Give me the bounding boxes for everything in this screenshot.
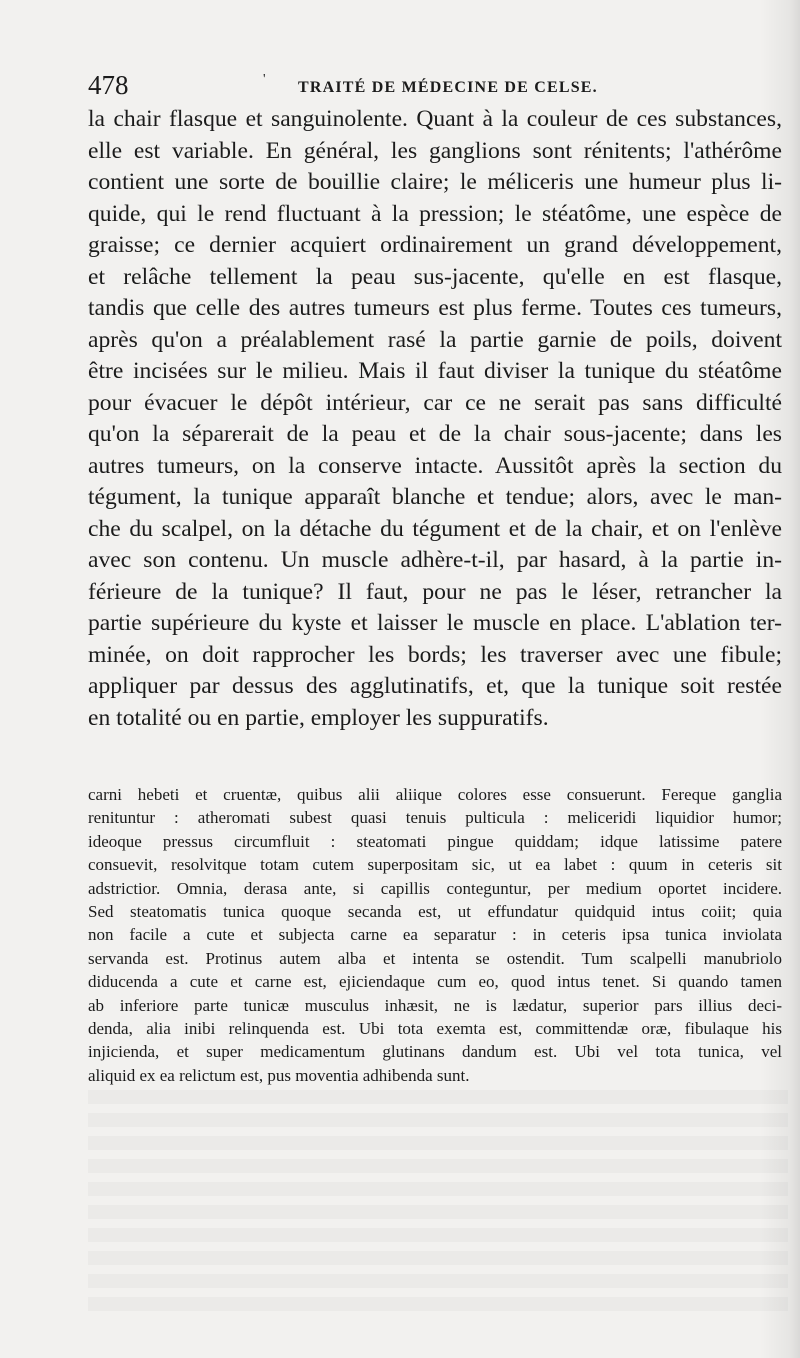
latin-line: servanda est. Protinus autem alba et intenta se ostendit. Tum scalpelli manubriolo <box>88 948 782 968</box>
french-line: et relâche tellement la peau sus-jacente, qu'elle en est flasque, <box>88 263 782 290</box>
french-translation-block <box>88 104 782 734</box>
french-line: après qu'on a préalablement rasé la partie garnie de poils, doivent <box>88 326 782 353</box>
running-head: TRAITÉ DE MÉDECINE DE CELSE. <box>298 79 598 96</box>
french-line: autres tumeurs, on la conserve intacte. Aussitôt après la section du <box>88 452 782 479</box>
french-line: contient une sorte de bouillie claire; le méliceris une humeur plus li- <box>88 169 782 195</box>
french-line: graisse; ce dernier acquiert ordinairement un grand développement, <box>88 232 782 258</box>
french-line: être incisées sur le milieu. Mais il faut diviser la tunique du stéatôme <box>88 358 782 384</box>
latin-original-block <box>88 783 782 1087</box>
latin-line: ideoque pressus circumfluit : steatomati pingue quiddam; idque latissime patere <box>88 831 782 851</box>
french-line: elle est variable. En général, les ganglions sont rénitents; l'athérôme <box>88 137 782 164</box>
header-ornament: ' <box>263 72 266 87</box>
latin-line: ab inferiore parte tunicæ musculus inhæsit, ne is lædatur, superior pars illius deci- <box>88 995 782 1015</box>
page-number: 478 <box>88 70 129 100</box>
french-line: pour évacuer le dépôt intérieur, car ce ne serait pas sans difficulté <box>88 389 782 416</box>
latin-line: renituntur : atheromati subest quasi tenuis pulticula : meliceridi liquidior humor; <box>88 808 782 828</box>
show-through-texture <box>88 1090 788 1320</box>
latin-line: carni hebeti et cruentæ, quibus alii aliique colores esse consuerunt. Fereque ganglia <box>88 785 782 804</box>
french-line: tandis que celle des autres tumeurs est plus ferme. Toutes ces tumeurs, <box>88 295 782 321</box>
latin-line: consuevit, resolvitque totam cutem superpositam sic, ut ea labet : quum in ceteris sit <box>88 855 782 875</box>
latin-line: Sed steatomatis tunica quoque secanda est, ut effundatur quidquid intus coiit; quia <box>88 902 782 922</box>
latin-line: non facile a cute et subjecta carne ea separatur : in ceteris ipsa tunica inviolata <box>88 925 782 945</box>
french-line: la chair flasque et sanguinolente. Quant à la couleur de ces substances, <box>88 106 782 132</box>
french-line: tégument, la tunique apparaît blanche et tendue; alors, avec le man- <box>88 484 782 510</box>
latin-line: diducenda a cute et carne est, ejiciendaque cum eo, quod intus tenet. Si quando tamen <box>88 972 782 992</box>
french-line: che du scalpel, on la détache du tégument et de la chair, et on l'enlève <box>88 515 782 542</box>
french-line: avec son contenu. Un muscle adhère-t-il, par hasard, à la partie in- <box>88 547 782 573</box>
french-line: minée, on doit rapprocher les bords; les traverser avec une fibule; <box>88 641 782 668</box>
page-header <box>88 68 788 102</box>
french-line: férieure de la tunique? Il faut, pour ne pas le léser, retrancher la <box>88 578 782 605</box>
latin-line: denda, alia inibi relinquenda est. Ubi tota exemta est, committendæ oræ, fibulaque his <box>88 1019 782 1039</box>
french-line: appliquer par dessus des agglutinatifs, et, que la tunique soit restée <box>88 673 782 699</box>
latin-line: aliquid ex ea relictum est, pus moventia adhibenda sunt. <box>88 1065 470 1085</box>
latin-line: injicienda, et super medicamentum glutinans dandum est. Ubi vel tota tunica, vel <box>88 1042 782 1062</box>
french-line: quide, qui le rend fluctuant à la pression; le stéatôme, une espèce de <box>88 200 782 227</box>
french-line: en totalité ou en partie, employer les suppuratifs. <box>88 704 549 731</box>
french-line: qu'on la séparerait de la peau et de la chair sous-jacente; dans les <box>88 421 782 447</box>
latin-line: adstrictior. Omnia, derasa ante, si capillis conteguntur, per medium oportet incidere. <box>88 878 782 898</box>
french-line: partie supérieure du kyste et laisser le muscle en place. L'ablation ter- <box>88 610 782 636</box>
